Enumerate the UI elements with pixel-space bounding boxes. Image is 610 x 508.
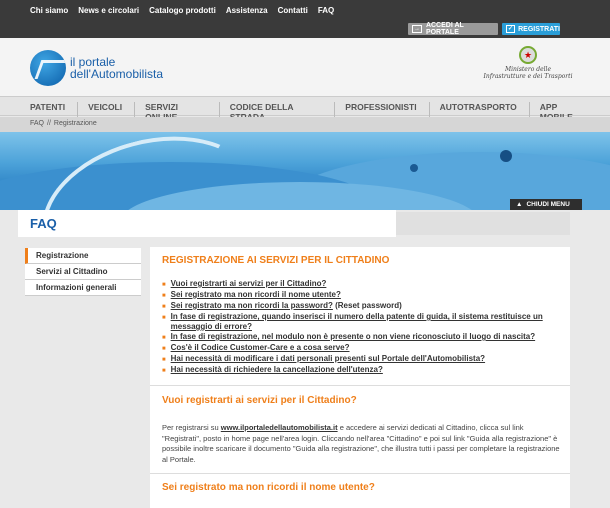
breadcrumb-current: Registrazione (53, 120, 97, 127)
nav-veicoli[interactable]: VEICOLI (88, 102, 135, 122)
top-nav-assistenza[interactable]: Assistenza (225, 6, 268, 15)
registrati-button[interactable] (502, 23, 560, 35)
top-nav-faq[interactable]: FAQ (317, 6, 335, 15)
list-item (162, 332, 562, 343)
breadcrumb-faq[interactable]: FAQ (30, 120, 45, 127)
bullet-icon: ■ (162, 368, 166, 374)
main-nav (0, 96, 610, 116)
faq-header (18, 210, 396, 237)
bullet-icon: ■ (162, 282, 166, 288)
top-nav (30, 6, 334, 15)
portal-url-link[interactable]: www.ilportaledellautomobilista.it (220, 423, 338, 432)
faq-header-right (396, 212, 570, 235)
nav-codice-della-strada[interactable]: CODICE DELLA (230, 102, 336, 122)
question-link[interactable]: Cos'è il Codice Customer-Care e a cosa serve? (170, 343, 350, 352)
divider (150, 473, 570, 474)
breadcrumb (0, 117, 610, 132)
divider (150, 385, 570, 386)
nav-app-mobile[interactable]: APP (539, 102, 558, 112)
faq-sidebar (25, 248, 141, 296)
question-link[interactable]: Vuoi registrarti ai servizi per il Cittadino? (170, 279, 327, 288)
question-link[interactable]: Sei registrato ma non ricordi la password? (170, 301, 333, 310)
sidebar-item-servizi-cittadino[interactable]: Servizi al Cittadino (25, 264, 141, 280)
tree-icon (410, 164, 418, 172)
sidebar-item-informazioni-generali[interactable]: Informazioni generali (25, 280, 141, 296)
top-bar (0, 0, 610, 38)
question-list (162, 279, 562, 376)
answer-title: Sei registrato ma non ricordi il nome utente? (162, 482, 375, 493)
list-item (162, 365, 562, 376)
login-arrow-icon: → (413, 26, 420, 32)
nav-autotrasporto[interactable]: AUTOTRASPORTO (440, 102, 530, 122)
ministero-line2: Infrastrutture e dei Trasporti (483, 73, 573, 80)
accedi-label: ACCEDI AL PORTALE (425, 22, 464, 36)
bullet-icon: ■ (162, 315, 166, 321)
portal-logo[interactable] (30, 50, 163, 86)
logo-line1: il portale (70, 55, 116, 69)
nav-patenti[interactable]: PATENTI (30, 102, 78, 122)
header (0, 38, 610, 96)
road-logo-icon (30, 50, 66, 86)
list-item (162, 343, 562, 354)
question-link[interactable]: Sei registrato ma non ricordi il nome utente? (170, 290, 341, 299)
answer-title: Vuoi registrarti ai servizi per il Cittadino? (162, 395, 357, 406)
chiudi-menu-button[interactable] (510, 199, 582, 210)
question-link[interactable]: Hai necessità di modificare i dati personali presenti sul Portale dell'Automobilista? (170, 354, 486, 363)
bullet-icon: ■ (162, 357, 166, 363)
registrati-label: REGISTRATI (518, 25, 560, 33)
sidebar-item-registrazione[interactable]: Registrazione (25, 248, 141, 264)
list-item (162, 279, 562, 290)
section-title: REGISTRAZIONE AI SERVIZI PER IL CITTADINO (162, 255, 390, 266)
nav-servizi-online[interactable]: SERVIZI (145, 102, 220, 122)
question-link[interactable]: In fase di registrazione, nel modulo non è presente o non viene riconosciuto il luogo di nascita? (170, 332, 536, 341)
top-nav-contatti[interactable]: Contatti (277, 6, 308, 15)
top-nav-chi-siamo[interactable]: Chi siamo (30, 6, 69, 15)
register-check-icon: ✓ (506, 25, 515, 33)
bullet-icon: ■ (162, 293, 166, 299)
top-nav-news[interactable]: News e circolari (78, 6, 140, 15)
logo-line2: dell'Automobilista (70, 67, 164, 81)
bullet-icon: ■ (162, 304, 166, 310)
accedi-button[interactable] (408, 23, 498, 35)
list-item (162, 312, 562, 332)
bullet-icon: ■ (162, 335, 166, 341)
list-item (162, 301, 562, 312)
question-link[interactable]: In fase di registrazione, quando inserisci il numero della patente di guida, il sistema restituisce un messaggio di errore? (170, 312, 543, 331)
ministero-line1: Ministero delle (504, 66, 552, 73)
breadcrumb-separator: // (47, 120, 51, 127)
nav-professionisti[interactable]: PROFESSIONISTI (345, 102, 429, 122)
page-title: FAQ (30, 216, 57, 231)
tree-icon (500, 150, 512, 162)
republic-emblem-icon: ★ (519, 46, 537, 64)
bullet-icon: ■ (162, 346, 166, 352)
list-item (162, 354, 562, 365)
question-extra: (Reset password) (332, 301, 402, 310)
faq-content (150, 247, 570, 508)
ministero-logo (478, 46, 578, 80)
answer-text: Per registrarsi su www.ilportaledellautomobilista.it e accedere ai servizi dedicati al Cittadino, clicca sul link "Registrati", posto in home page nell'area login. Cliccando nell'area "Cittadino" e poi sul link "Guida alla registrazione" è possibile inoltre scaricare il documento "Guida alla registrazione", che illustra tutti i passi per completare la registrazione al Portale. (162, 423, 560, 464)
question-link[interactable]: Hai necessità di richiedere la cancellazione dell'utenza? (170, 365, 383, 374)
list-item (162, 290, 562, 301)
top-nav-catalogo[interactable]: Catalogo prodotti (149, 6, 216, 15)
chiudi-menu-label: CHIUDI MENU (526, 201, 570, 208)
chevron-up-icon: ▲ (516, 201, 523, 208)
